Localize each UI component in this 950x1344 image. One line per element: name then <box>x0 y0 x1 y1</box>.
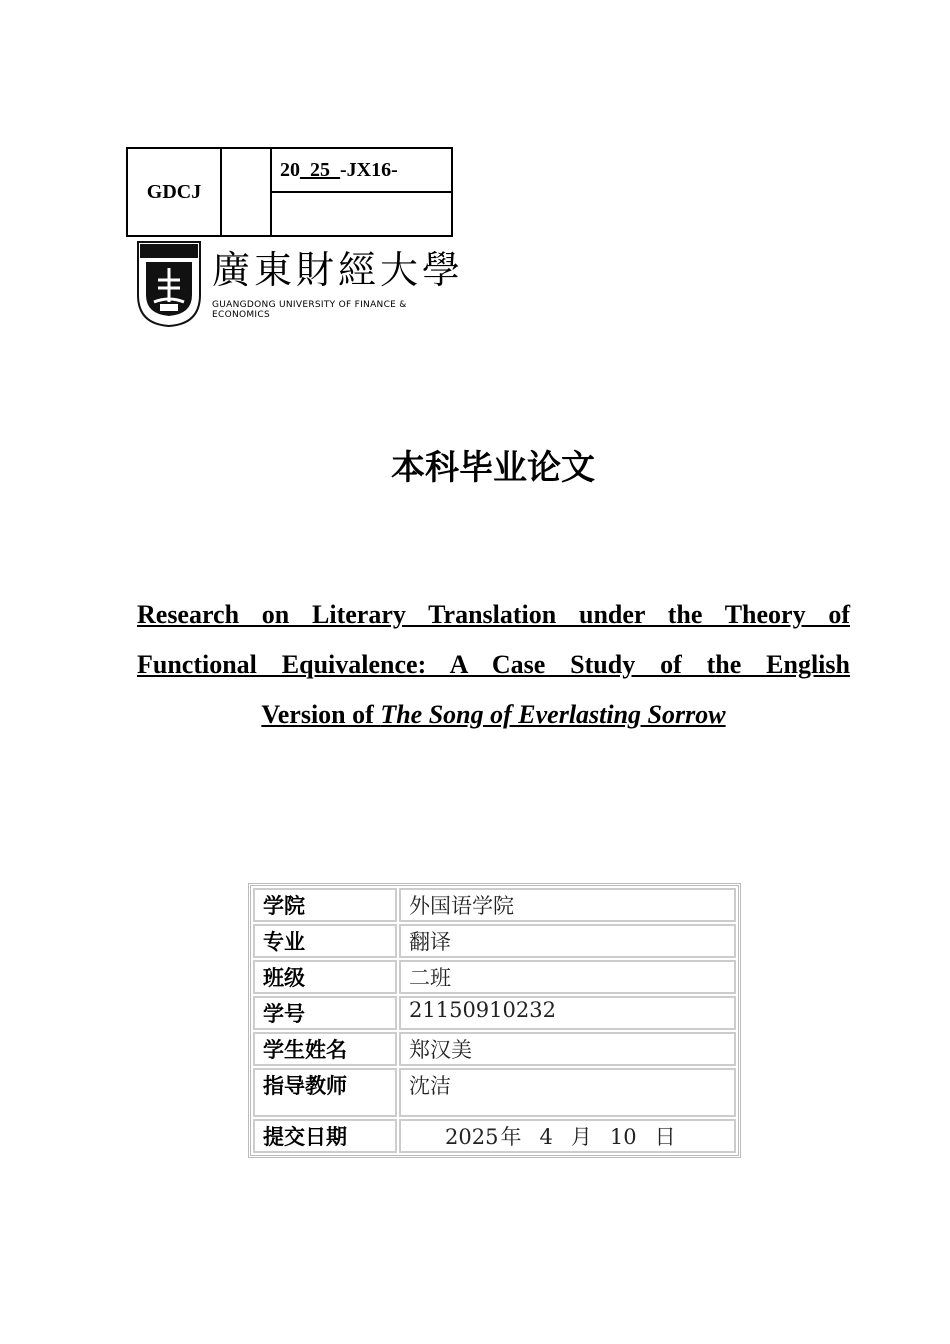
logo-name-cn: 廣東財經大學 <box>212 248 465 292</box>
logo-name-en: GUANGDONG UNIVERSITY OF FINANCE & ECONOMICS <box>212 300 407 320</box>
code-prefix: GDCJ <box>127 148 221 236</box>
table-row: 学院 外国语学院 <box>253 888 736 922</box>
table-row: 学号 21150910232 <box>253 996 736 1030</box>
thesis-type-heading: 本科毕业论文 <box>391 448 595 488</box>
table-row: 班级 二班 <box>253 960 736 994</box>
table-row: 学生姓名 郑汉美 <box>253 1032 736 1066</box>
university-logo <box>136 240 466 330</box>
code-box <box>126 147 453 237</box>
code-number: 20_25_-JX16- <box>271 148 452 192</box>
student-info-table <box>248 883 741 1158</box>
table-row: 指导教师 沈洁 <box>253 1068 736 1117</box>
table-row-date: 提交日期 2025年 4 月 10 日 <box>253 1119 736 1153</box>
table-row: 专业 翻译 <box>253 924 736 958</box>
thesis-title: Research on Literary Translation under the Theory of Functional Equivalence: A Case Study of the English Version of The Song of Everlasting Sorrow <box>137 600 850 729</box>
university-seal-icon <box>136 240 202 328</box>
